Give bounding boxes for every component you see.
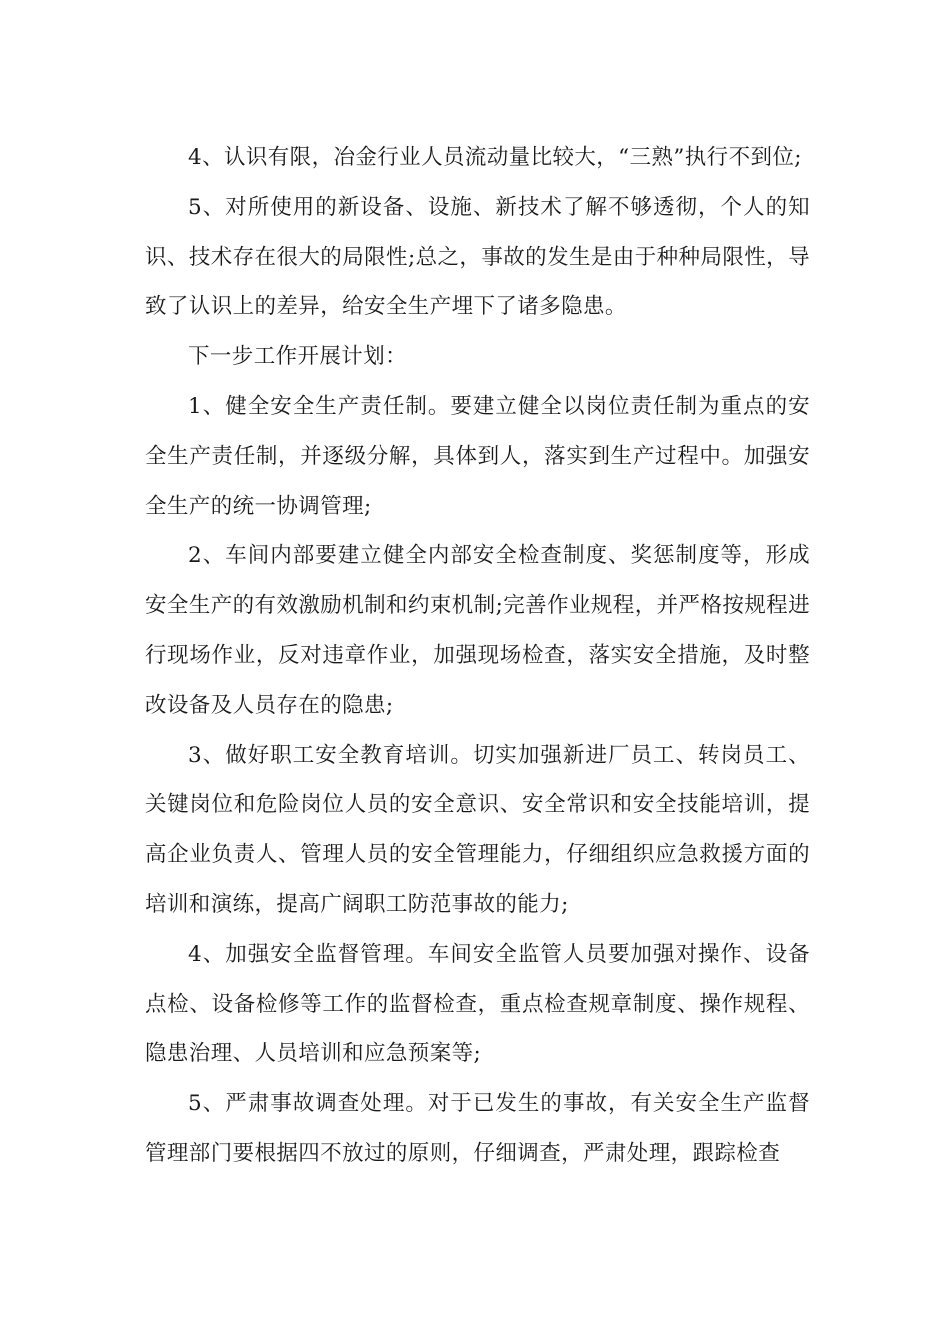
plan-item-3-training: 3、做好职工安全教育培训。切实加强新进厂员工、转岗员工、关键岗位和危险岗位人员的安全意识、安全常识和安全技能培训，提高企业负责人、管理人员的安全管理能力，仔细组织应急救援方面的培训和演练，提高广阔职工防范事故的能力;: [145, 742, 810, 917]
plan-item-1-responsibility: 1、健全安全生产责任制。要建立健全以岗位责任制为重点的安全生产责任制，并逐级分解，具体到人，落实到生产过程中。加强安全生产的统一协调管理;: [145, 393, 810, 519]
plan-item-5-investigation: 5、严肃事故调查处理。对于已发生的事故，有关安全生产监督管理部门要根据四不放过的原则，仔细调查，严肃处理，跟踪检查: [145, 1091, 810, 1166]
plan-item-4-supervision: 4、加强安全监督管理。车间安全监管人员要加强对操作、设备点检、设备检修等工作的监督检查，重点检查规章制度、操作规程、隐患治理、人员培训和应急预案等;: [145, 941, 810, 1067]
paragraph-item-4-understanding: 4、认识有限，冶金行业人员流动量比较大，“三熟”执行不到位;: [188, 145, 802, 170]
paragraph-item-5-new-equipment: 5、对所使用的新设备、设施、新技术了解不够透彻，个人的知识、技术存在很大的局限性;总之，事故的发生是由于种种局限性，导致了认识上的差异，给安全生产埋下了诸多隐患。: [145, 194, 810, 320]
document-body: [145, 133, 810, 1179]
section-heading-next-steps: 下一步工作开展计划：: [188, 344, 408, 370]
plan-item-2-inspection-system: 2、车间内部要建立健全内部安全检查制度、奖惩制度等，形成安全生产的有效激励机制和约束机制;完善作业规程，并严格按规程进行现场作业，反对违章作业，加强现场检查，落实安全措施，及时整改设备及人员存在的隐患;: [145, 543, 810, 718]
